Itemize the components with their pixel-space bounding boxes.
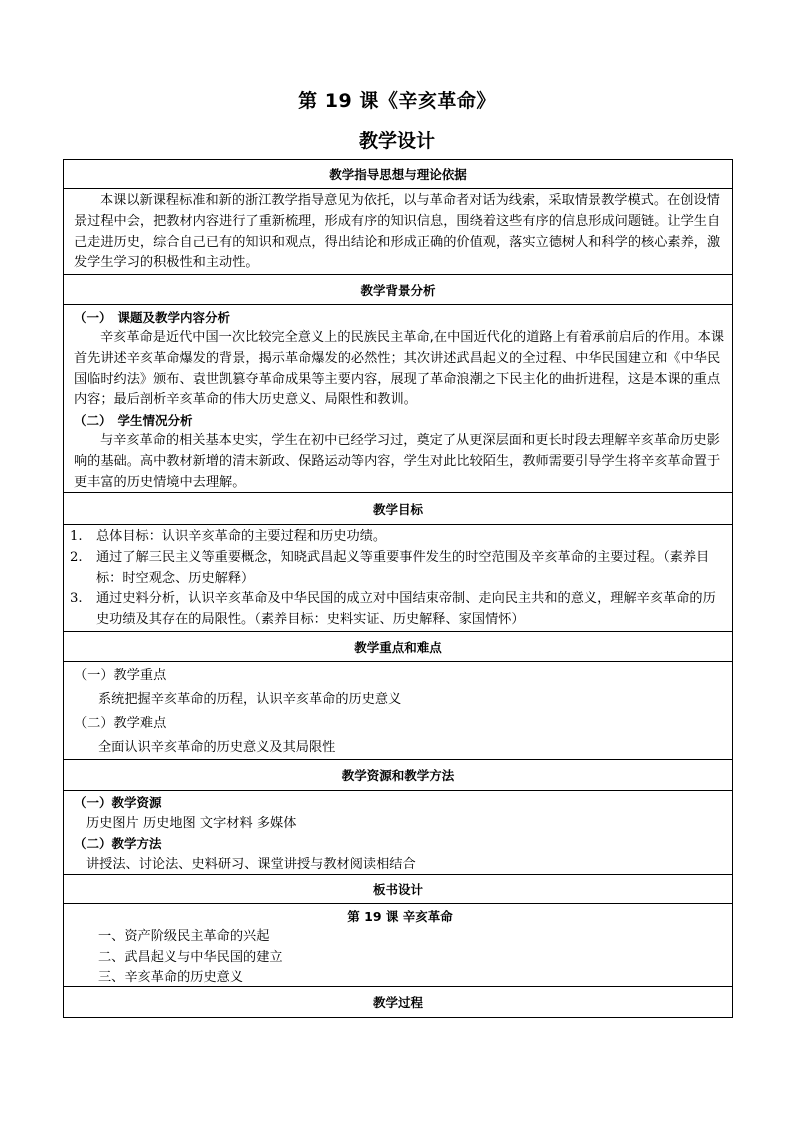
paragraph-student-analysis: 与辛亥革命的相关基本史实，学生在初中已经学习过，奠定了从更深层面和更长时段去理解辛亥革命历史影响的基础。高中教材新增的清末新政、保路运动等内容，学生对此比较陌生，教师需要引导学生将辛亥革命置于更丰富的历史情境中去理解。 <box>74 433 721 490</box>
objective-number: 2. <box>70 549 83 565</box>
section-body-background <box>64 305 732 493</box>
section-header-teaching-process <box>64 987 732 1018</box>
section-header-board-design <box>64 875 732 904</box>
paragraph-content-analysis: 辛亥革命是近代中国一次比较完全意义上的民族民主革命,在中国近代化的道路上有着承前启后的作用。本课首先讲述辛亥革命爆发的背景，揭示革命爆发的必然性；其次讲述武昌起义的全过程、中华民国建立和《中华民国临时约法》颁布、袁世凯篡夺革命成果等主要内容，展现了革命浪潮之下民主化的曲折进程，这是本课的重点内容；最后剖析辛亥革命的伟大历史意义、局限性和教训。 <box>74 330 725 408</box>
methods-label: （二）教学方法 <box>74 836 162 851</box>
subheading-number: （二） <box>74 413 112 429</box>
subheading-title: 学生情况分析 <box>117 413 193 429</box>
objective-number: 1. <box>70 529 83 544</box>
section-header-text: 教学背景分析 <box>360 282 436 298</box>
section-header-text: 教学过程 <box>372 995 423 1010</box>
section-header-text: 板书设计 <box>372 882 423 897</box>
objective-number: 3. <box>70 591 83 607</box>
section-header-key-points <box>64 632 732 662</box>
board-title: 第 19 课 辛亥革命 <box>347 909 453 924</box>
paragraph-guiding-ideology: 本课以新课程标准和新的浙江教学指导意见为依托，以与革命者对话为线索，采取情景教学模式。在创设情景过程中会，把教材内容进行了重新梳理，形成有序的知识信息，围绕着这些有序的信息形成问题链。让学生自己走进历史，综合自己已有的知识和观点，得出结论和形成正确的价值观，落实立德树人和科学的核心素养，激发学生学习的积极性和主动性。 <box>74 193 721 271</box>
subheading-student-analysis <box>74 411 726 431</box>
objectives-list <box>70 527 726 631</box>
section-header-guiding-ideology <box>64 160 732 189</box>
board-item: 二、武昌起义与中华民国的建立 <box>98 949 283 965</box>
board-item: 一、资产阶级民主革命的兴起 <box>98 929 270 944</box>
section-header-text: 教学资源和教学方法 <box>341 768 455 783</box>
section-body-board-design <box>64 904 732 987</box>
objective-item <box>70 589 726 631</box>
document-title: 第 19 课《辛亥革命》 <box>298 90 496 112</box>
objective-text: 通过了解三民主义等重要概念，知晓武昌起义等重要事件发生的时空范围及辛亥革命的主要过程。（素养目标：时空观念、历史解释） <box>96 549 710 586</box>
difficulties-text: 全面认识辛亥革命的历史意义及其局限性 <box>98 740 336 755</box>
document-subtitle: 教学设计 <box>358 130 435 152</box>
subheading-content-analysis <box>74 308 726 328</box>
section-body-guiding-ideology <box>64 189 732 275</box>
section-header-text: 教学重点和难点 <box>354 639 442 655</box>
objective-item <box>70 527 726 548</box>
section-body-resources <box>64 791 732 875</box>
resources-text: 历史图片 历史地图 文字材料 多媒体 <box>86 816 297 831</box>
key-points-text: 系统把握辛亥革命的历程，认识辛亥革命的历史意义 <box>98 692 402 707</box>
section-header-resources <box>64 760 732 791</box>
section-body-objectives <box>64 525 732 632</box>
key-points-label: （一）教学重点 <box>74 668 167 683</box>
objective-text: 总体目标：认识辛亥革命的主要过程和历史功绩。 <box>96 529 387 544</box>
lesson-plan-table <box>63 159 733 1018</box>
section-body-key-points <box>64 662 732 760</box>
section-header-objectives <box>64 493 732 525</box>
objective-text: 通过史料分析，认识辛亥革命及中华民国的成立对中国结束帝制、走向民主共和的意义，理解辛亥革命的历史功绩及其存在的局限性。（素养目标：史料实证、历史解释、家国情怀） <box>96 591 716 628</box>
section-header-text: 教学目标 <box>372 501 423 517</box>
objective-item <box>70 548 726 590</box>
methods-text: 讲授法、讨论法、史料研习、课堂讲授与教材阅读相结合 <box>86 857 416 872</box>
subheading-title: 课题及教学内容分析 <box>117 310 231 325</box>
section-header-background <box>64 275 732 305</box>
resources-label: （一）教学资源 <box>74 795 162 810</box>
board-item: 三、辛亥革命的历史意义 <box>98 970 244 985</box>
subheading-number: （一） <box>74 310 112 325</box>
difficulties-label: （二）教学难点 <box>74 716 167 731</box>
section-header-text: 教学指导思想与理论依据 <box>329 167 467 182</box>
